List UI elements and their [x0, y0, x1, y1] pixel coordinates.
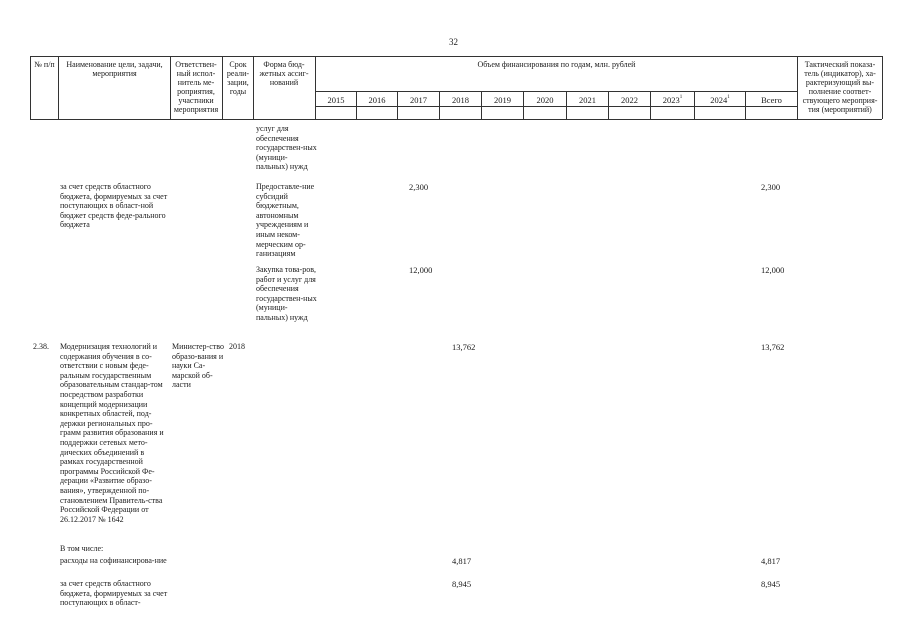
year-2024: 2024$^1$ [710, 95, 730, 105]
year-2016: 2016 [368, 95, 386, 105]
value-2018: 8,945 [452, 579, 472, 589]
value-2017: 12,000 [409, 265, 433, 275]
header-col-term: Срок реали-зации, годы [226, 60, 250, 96]
year-2020: 2020 [536, 95, 554, 105]
name-cell: за счет средств областного бюджета, формируемых за счет поступающих в област-ной бюджет средств феде-рального бюджета [60, 182, 168, 230]
name-cell: Модернизация технологий и содержания обучения в со-ответствии с новым феде-ральным государственным образовательным стандар-том посредством разработки концепций модернизации конкретных областей, под-держки региональных про-грамм развития образования и поддержки сетевых мето-дических объединений в рамках государственной программы Российской Фе-дерации «Развитие образо-вания», утвержденной по-становлением Правитель-ства Российской Федерации от 26.12.2017 № 1642 [60, 342, 164, 524]
year-2015: 2015 [327, 95, 345, 105]
year-2017: 2017 [410, 95, 427, 105]
form-cell: Предоставле-ние субсидий бюджетным, автономным учреждениям и иным неком-мерческим ор-ганизациям [256, 182, 315, 259]
value-total: 8,945 [761, 579, 781, 589]
value-2018: 13,762 [452, 342, 476, 352]
value-total: 12,000 [761, 265, 785, 275]
value-total: 4,817 [761, 556, 781, 566]
year-2018: 2018 [452, 95, 469, 105]
header-col-no: № п/п [34, 60, 55, 69]
year-2023: 2023$^1$ [662, 95, 683, 105]
name-cell: за счет средств областного бюджета, формируемых за счет поступающих в област- [60, 579, 168, 608]
year-2021: 2021 [579, 95, 596, 105]
term-cell: 2018 [229, 342, 245, 351]
year-2022: 2022 [621, 95, 638, 105]
header-col-funding: Объем финансирования по годам, млн. рублей [477, 60, 636, 69]
year-2019: 2019 [494, 95, 511, 105]
form-cell: услуг для обеспечения государствен-ных (муници-пальных) нужд [256, 124, 317, 172]
value-total: 13,762 [761, 342, 785, 352]
row-number: 2.38. [33, 342, 49, 351]
value-2018: 4,817 [452, 556, 472, 566]
name-cell: расходы на софинансирова-ние [60, 556, 167, 565]
form-cell: Закупка това-ров, работ и услуг для обеспечения государствен-ных (муници-пальных) нужд [256, 265, 317, 322]
responsible-cell: Министер-ство образо-вания и науки Са-марской об-ласти [172, 342, 224, 390]
name-cell: В том числе: [60, 544, 104, 553]
value-total: 2,300 [761, 182, 781, 192]
header-col-name: Наименование цели, задачи, мероприятия [66, 60, 163, 78]
header-col-form: Форма бюд-жетных ассиг-нований [259, 60, 309, 87]
year-total: Всего [761, 95, 782, 105]
page-number: 32 [449, 37, 458, 47]
header-col-indicator: Тактический показа-тель (индикатор), ха-рактеризующий вы-полнение соответ-ствующего мероприя-тия (мероприятий) [802, 60, 878, 114]
value-2017: 2,300 [409, 182, 429, 192]
header-col-responsible: Ответствен-ный испол-нитель ме-роприятия, участники мероприятия [173, 60, 219, 114]
